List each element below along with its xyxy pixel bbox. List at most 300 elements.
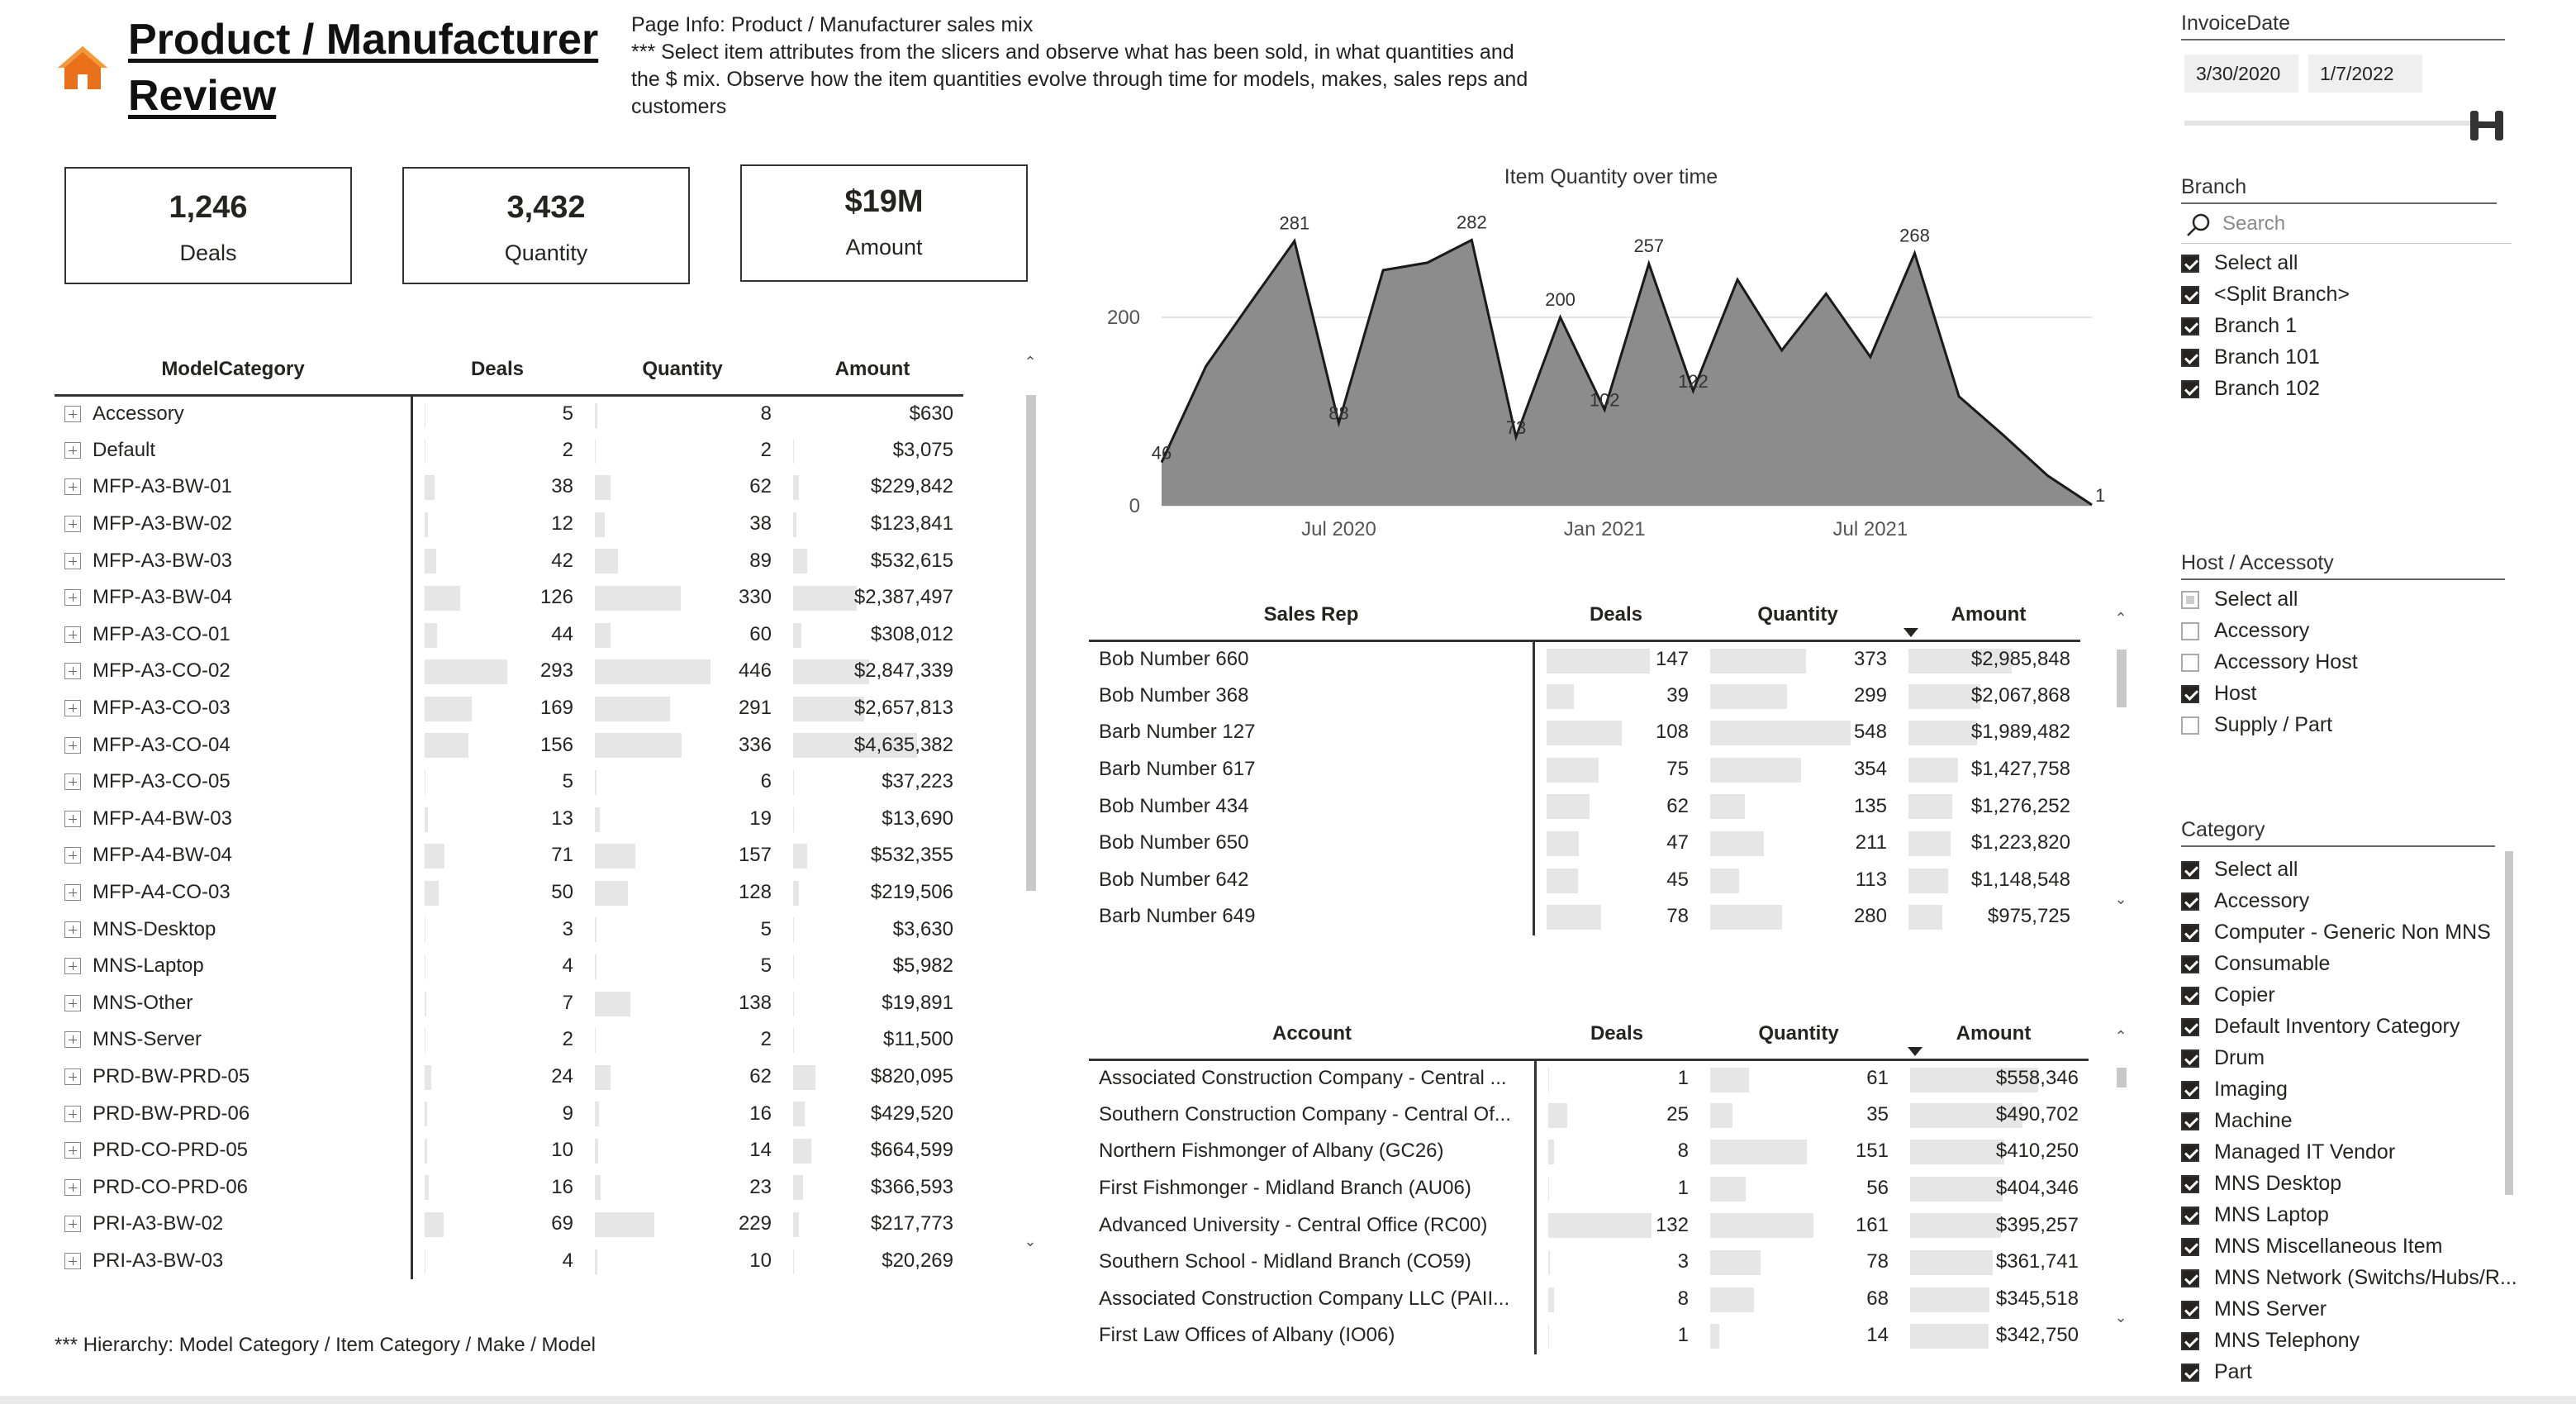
row-label-text: Associated Construction Company LLC (PAII... [1099, 1287, 1510, 1310]
cell-qty [583, 469, 782, 506]
row-label[interactable] [55, 1243, 411, 1280]
cell-value: $37,223 [882, 770, 953, 793]
scroll-thumb[interactable] [2117, 650, 2127, 707]
category-slicer-item[interactable] [2181, 1105, 2528, 1136]
cell-deals [411, 690, 583, 727]
host-slicer-item[interactable] [2181, 709, 2505, 740]
table-row[interactable] [1089, 1244, 2089, 1281]
table-row[interactable] [1089, 1133, 2089, 1170]
branch-slicer-item[interactable] [2181, 310, 2512, 341]
category-slicer-item[interactable] [2181, 1356, 2528, 1387]
row-label[interactable] [1089, 1133, 1535, 1170]
cell-value: 1 [1677, 1177, 1689, 1200]
data-bar [1547, 831, 1580, 856]
table-row[interactable] [1089, 1206, 2089, 1244]
checkbox[interactable] [2181, 716, 2199, 735]
scroll-thumb[interactable] [2117, 1068, 2127, 1088]
page-title: Product / Manufacturer Review [128, 16, 599, 120]
row-label[interactable] [55, 506, 411, 543]
checkbox[interactable] [2181, 1112, 2199, 1130]
cell-value: 16 [749, 1102, 772, 1125]
row-label-text: MFP-A3-BW-01 [93, 475, 232, 498]
category-slicer-item[interactable] [2181, 1073, 2528, 1105]
checkbox[interactable] [2181, 955, 2199, 973]
row-label[interactable] [55, 1095, 411, 1132]
table-row[interactable] [1089, 1317, 2089, 1354]
category-slicer-item[interactable] [2181, 1199, 2528, 1230]
data-bar [595, 1139, 598, 1164]
cell-value: 7 [562, 991, 573, 1014]
cell-value: $1,276,252 [1970, 794, 2070, 817]
data-bar [1548, 1213, 1652, 1238]
expand-icon[interactable] [64, 663, 81, 679]
row-label[interactable] [55, 726, 411, 764]
cell-value: 10 [749, 1249, 772, 1272]
table-row[interactable] [1089, 1281, 2089, 1318]
cell-amount [782, 469, 963, 506]
table-row[interactable] [55, 764, 963, 801]
column-header-sales-rep[interactable]: Sales Rep [1089, 591, 1533, 640]
table-row[interactable] [1089, 751, 2080, 788]
column-header-amount[interactable]: Amount [1897, 591, 2080, 640]
checkbox[interactable] [2181, 924, 2199, 942]
data-label: 122 [1678, 370, 1709, 392]
data-bar [595, 1249, 597, 1274]
cell-qty [1699, 1097, 1899, 1134]
table-row[interactable] [1089, 1170, 2089, 1207]
cell-value: $429,520 [870, 1102, 953, 1125]
category-slicer-item[interactable] [2181, 1230, 2528, 1262]
table-row[interactable] [55, 690, 963, 727]
checkbox[interactable] [2181, 1018, 2199, 1036]
expand-icon[interactable] [64, 1031, 81, 1048]
category-slicer-item[interactable] [2181, 854, 2528, 885]
row-label[interactable] [1089, 1244, 1535, 1281]
checkbox[interactable] [2181, 591, 2199, 609]
expand-icon[interactable] [64, 1106, 81, 1122]
cell-deals [411, 726, 583, 764]
table-row[interactable] [1089, 1059, 2089, 1097]
category-slicer-item[interactable] [2181, 885, 2528, 916]
data-bar [1908, 721, 1977, 745]
cell-value: 35 [1866, 1102, 1889, 1126]
checkbox[interactable] [2181, 1049, 2199, 1068]
checkbox[interactable] [2181, 892, 2199, 911]
cell-value: $13,690 [882, 807, 953, 830]
table-row[interactable] [1089, 788, 2080, 825]
row-label[interactable] [1089, 1206, 1535, 1244]
sales-rep-scrollbar[interactable] [2113, 610, 2128, 921]
data-bar [595, 549, 618, 573]
scroll-up-arrow-icon[interactable]: ⌃ [2114, 1028, 2127, 1045]
cell-deals [411, 579, 583, 616]
cell-value: $395,257 [1995, 1213, 2079, 1236]
host-slicer-item[interactable] [2181, 583, 2505, 615]
cell-value: $975,725 [1987, 905, 2070, 928]
table-row[interactable] [55, 506, 963, 543]
branch-slicer-item[interactable] [2181, 341, 2512, 373]
scroll-down-arrow-icon[interactable]: ⌄ [2114, 891, 2127, 907]
cell-deals [411, 1168, 583, 1206]
row-label[interactable] [55, 911, 411, 948]
category-slicer-item[interactable] [2181, 1136, 2528, 1168]
scroll-thumb[interactable] [1026, 395, 1036, 891]
row-label[interactable] [1089, 714, 1533, 751]
row-label[interactable] [55, 764, 411, 801]
column-header-amount[interactable]: Amount [1899, 1010, 2089, 1059]
cell-amount [782, 1059, 963, 1096]
checkbox[interactable] [2181, 1269, 2199, 1287]
host-slicer-item[interactable] [2181, 646, 2505, 678]
kpi-label: Deals [179, 240, 237, 265]
cell-deals [411, 395, 583, 432]
expand-icon[interactable] [64, 958, 81, 974]
column-header-amount[interactable]: Amount [782, 345, 963, 395]
row-label[interactable] [1089, 862, 1533, 899]
row-label-text: Bob Number 642 [1099, 868, 1249, 891]
table-row[interactable] [55, 395, 963, 432]
expand-icon[interactable] [64, 1253, 81, 1269]
data-bar [595, 1102, 599, 1126]
row-label-text: Southern Construction Company - Central Of... [1099, 1102, 1511, 1126]
category-slicer-item[interactable] [2181, 948, 2528, 979]
checkbox[interactable] [2181, 1144, 2199, 1162]
branch-slicer-item[interactable] [2181, 373, 2512, 404]
kpi-label: Amount [845, 235, 923, 259]
row-label[interactable] [55, 1206, 411, 1243]
host-accessory-slicer [2181, 551, 2505, 740]
data-bar [1908, 831, 1951, 856]
cell-amount [1897, 825, 2080, 862]
cell-value: 75 [1666, 758, 1689, 781]
checkbox[interactable] [2181, 1206, 2199, 1225]
row-label[interactable] [55, 801, 411, 838]
branch-slicer-item[interactable] [2181, 278, 2512, 310]
row-label-text: Southern School - Midland Branch (CO59) [1099, 1250, 1471, 1273]
cell-value: $229,842 [870, 475, 953, 498]
row-label[interactable] [55, 1021, 411, 1059]
start-date-input[interactable]: 3/30/2020 [2184, 55, 2298, 93]
cell-qty [583, 690, 782, 727]
expand-icon[interactable] [64, 1142, 81, 1159]
column-header-account[interactable]: Account [1089, 1010, 1535, 1059]
cell-value: 9 [562, 1102, 573, 1125]
checkbox[interactable] [2181, 1081, 2199, 1099]
expand-icon[interactable] [64, 773, 81, 790]
cell-amount [1897, 678, 2080, 715]
table-row[interactable] [1089, 1097, 2089, 1134]
checkbox[interactable] [2181, 1332, 2199, 1350]
cell-value: 68 [1866, 1287, 1889, 1310]
expand-icon[interactable] [64, 478, 81, 495]
checkbox[interactable] [2181, 380, 2199, 398]
checkbox[interactable] [2181, 317, 2199, 336]
category-slicer-item[interactable] [2181, 1293, 2528, 1325]
slicer-item-label: MNS Network (Switchs/Hubs/R... [2214, 1266, 2517, 1289]
date-range-track[interactable] [2184, 121, 2483, 126]
cell-amount [782, 616, 963, 654]
range-slider-handles-icon[interactable] [2467, 109, 2510, 142]
scroll-down-arrow-icon[interactable]: ⌄ [2114, 1309, 2127, 1325]
cell-amount [782, 1095, 963, 1132]
cell-value: 16 [551, 1175, 573, 1198]
column-header-quantity[interactable]: Quantity [1699, 591, 1897, 640]
row-label-text: PRD-CO-PRD-06 [93, 1175, 249, 1198]
cell-amount [1899, 1059, 2089, 1097]
row-label-text: Bob Number 660 [1099, 648, 1249, 671]
row-label[interactable] [1089, 640, 1533, 678]
data-bar [1547, 758, 1599, 783]
expand-icon[interactable] [64, 516, 81, 532]
table-row[interactable] [1089, 678, 2080, 715]
expand-icon[interactable] [64, 811, 81, 827]
cell-value: $532,615 [870, 549, 953, 572]
row-label[interactable] [55, 579, 411, 616]
table-row[interactable] [55, 432, 963, 469]
checkbox[interactable] [2181, 622, 2199, 640]
cell-amount [1899, 1133, 2089, 1170]
table-row[interactable] [55, 1243, 963, 1280]
data-bar [793, 549, 807, 573]
table-row[interactable] [55, 653, 963, 690]
column-header-deals[interactable]: Deals [1533, 591, 1699, 640]
data-bar [1908, 905, 1942, 930]
table-row[interactable] [55, 837, 963, 874]
row-label-text: MFP-A4-CO-03 [93, 881, 231, 904]
row-label-text: PRD-BW-PRD-05 [93, 1064, 250, 1088]
cell-qty [583, 1243, 782, 1280]
table-row[interactable] [55, 542, 963, 579]
cell-value: 229 [738, 1212, 772, 1235]
data-bar [1710, 869, 1739, 893]
checkbox[interactable] [2181, 987, 2199, 1005]
expand-icon[interactable] [64, 1216, 81, 1232]
data-bar [1710, 1068, 1749, 1092]
row-label[interactable] [1089, 1059, 1535, 1097]
row-label[interactable] [1089, 1170, 1535, 1207]
item-quantity-chart[interactable] [1074, 198, 2148, 545]
cell-value: 354 [1853, 758, 1887, 781]
data-bar [595, 733, 682, 758]
category-slicer-item[interactable] [2181, 979, 2528, 1011]
cell-deals [1535, 1133, 1699, 1170]
slicer-item-label: Default Inventory Category [2214, 1015, 2460, 1038]
table-row[interactable] [55, 1168, 963, 1206]
checkbox[interactable] [2181, 861, 2199, 879]
scroll-up-arrow-icon[interactable]: ⌃ [1024, 354, 1037, 370]
expand-icon[interactable] [64, 442, 81, 459]
table-row[interactable] [55, 1132, 963, 1169]
category-scroll-thumb[interactable] [2505, 851, 2513, 1195]
data-bar [793, 1249, 794, 1274]
category-slicer-item[interactable] [2181, 1325, 2528, 1356]
model-table-scrollbar[interactable] [1023, 354, 1038, 1263]
slicer-item-label: Drum [2214, 1046, 2265, 1069]
branch-search-box[interactable] [2181, 204, 2512, 244]
data-bar [1910, 1213, 2001, 1238]
column-header-modelcategory[interactable]: ModelCategory [55, 345, 411, 395]
data-bar [595, 512, 605, 537]
expand-icon[interactable] [64, 1068, 81, 1085]
row-label-text: Bob Number 650 [1099, 831, 1249, 854]
expand-icon[interactable] [64, 884, 81, 901]
data-bar [425, 844, 444, 869]
table-row[interactable] [1089, 825, 2080, 862]
column-header-deals[interactable]: Deals [1535, 1010, 1699, 1059]
row-label[interactable] [55, 432, 411, 469]
row-label[interactable] [55, 690, 411, 727]
checkbox[interactable] [2181, 1175, 2199, 1193]
data-bar [1710, 1103, 1732, 1128]
cell-qty [583, 395, 782, 432]
scroll-up-arrow-icon[interactable]: ⌃ [2114, 610, 2127, 626]
column-header-quantity[interactable]: Quantity [1699, 1010, 1899, 1059]
table-row[interactable] [55, 616, 963, 654]
cell-deals [1533, 640, 1699, 678]
row-label[interactable] [55, 469, 411, 506]
row-label[interactable] [1089, 1317, 1535, 1354]
data-bar [1548, 1140, 1555, 1164]
cell-amount [782, 653, 963, 690]
cell-value: $20,269 [882, 1249, 953, 1272]
data-bar [793, 512, 796, 537]
slicer-item-label: Supply / Part [2214, 713, 2333, 736]
branch-slicer [2181, 175, 2512, 404]
row-label[interactable] [55, 542, 411, 579]
cell-deals [411, 1095, 583, 1132]
table-row[interactable] [55, 469, 963, 506]
table-row[interactable] [1089, 862, 2080, 899]
cell-value: 3 [1677, 1250, 1689, 1273]
expand-icon[interactable] [64, 626, 81, 643]
table-row[interactable] [55, 1021, 963, 1059]
branch-slicer-item[interactable] [2181, 247, 2512, 278]
data-label: 200 [1545, 289, 1576, 310]
row-label[interactable] [55, 985, 411, 1022]
table-row[interactable] [1089, 898, 2080, 935]
table-row[interactable] [55, 985, 963, 1022]
cell-value: 1 [1677, 1324, 1689, 1347]
account-scrollbar[interactable] [2113, 1028, 2128, 1339]
row-label[interactable] [55, 1059, 411, 1096]
table-row[interactable] [55, 1206, 963, 1243]
row-label[interactable] [1089, 1097, 1535, 1134]
home-icon[interactable] [56, 43, 109, 91]
cell-value: 44 [551, 622, 573, 645]
end-date-input[interactable]: 1/7/2022 [2308, 55, 2422, 93]
checkbox[interactable] [2181, 255, 2199, 273]
table-row[interactable] [55, 1059, 963, 1096]
row-label[interactable] [55, 837, 411, 874]
data-bar [595, 1065, 611, 1090]
expand-icon[interactable] [64, 995, 81, 1011]
row-label-text: MFP-A3-CO-03 [93, 697, 231, 720]
row-label-text: MFP-A4-BW-04 [93, 844, 232, 867]
row-label[interactable] [55, 1168, 411, 1206]
row-label[interactable] [55, 653, 411, 690]
row-label[interactable] [55, 874, 411, 911]
row-label[interactable] [1089, 788, 1533, 825]
row-label[interactable] [1089, 825, 1533, 862]
checkbox[interactable] [2181, 654, 2199, 672]
table-row[interactable] [55, 726, 963, 764]
y-tick-label: 0 [1129, 495, 1140, 517]
row-label[interactable] [1089, 898, 1533, 935]
row-label[interactable] [55, 395, 411, 432]
table-row[interactable] [55, 801, 963, 838]
expand-icon[interactable] [64, 589, 81, 606]
table-row[interactable] [55, 874, 963, 911]
checkbox[interactable] [2181, 1238, 2199, 1256]
checkbox[interactable] [2181, 286, 2199, 304]
row-label[interactable] [55, 616, 411, 654]
row-label[interactable] [1089, 678, 1533, 715]
expand-icon[interactable] [64, 1179, 81, 1196]
checkbox[interactable] [2181, 685, 2199, 703]
column-header-quantity[interactable]: Quantity [583, 345, 782, 395]
cell-value: 12 [551, 512, 573, 535]
category-slicer-item[interactable] [2181, 916, 2528, 948]
table-row[interactable] [55, 948, 963, 985]
expand-icon[interactable] [64, 847, 81, 864]
cell-value: 3 [562, 917, 573, 940]
checkbox[interactable] [2181, 1301, 2199, 1319]
row-label-text: MFP-A3-CO-04 [93, 733, 231, 756]
row-label[interactable] [55, 948, 411, 985]
row-label-text: MFP-A3-BW-02 [93, 512, 232, 535]
data-label: 1 [2095, 484, 2106, 506]
category-slicer-item[interactable] [2181, 1011, 2528, 1042]
row-label[interactable] [1089, 751, 1533, 788]
cell-value: 50 [551, 881, 573, 904]
expand-icon[interactable] [64, 406, 81, 422]
expand-icon[interactable] [64, 737, 81, 754]
table-row[interactable] [55, 579, 963, 616]
kpi-value: 3,432 [506, 190, 586, 225]
expand-icon[interactable] [64, 700, 81, 716]
host-slicer-item[interactable] [2181, 678, 2505, 709]
kpi-card-amount [740, 164, 1028, 282]
column-header-deals[interactable]: Deals [411, 345, 583, 395]
table-row[interactable] [55, 911, 963, 948]
row-label[interactable] [1089, 1281, 1535, 1318]
cell-value: 548 [1853, 721, 1887, 744]
category-slicer-item[interactable] [2181, 1042, 2528, 1073]
host-slicer-item[interactable] [2181, 615, 2505, 646]
table-row[interactable] [1089, 640, 2080, 678]
sort-descending-icon[interactable] [1902, 626, 1920, 639]
checkbox[interactable] [2181, 349, 2199, 367]
cell-qty [583, 432, 782, 469]
data-bar [595, 807, 600, 832]
data-bar [425, 1102, 427, 1126]
scroll-down-arrow-icon[interactable]: ⌄ [1024, 1233, 1037, 1249]
category-slicer-item[interactable] [2181, 1262, 2528, 1293]
cell-value: 291 [738, 697, 772, 720]
expand-icon[interactable] [64, 553, 81, 569]
table-row[interactable] [1089, 714, 2080, 751]
row-label[interactable] [55, 1132, 411, 1169]
cell-value: 78 [1866, 1250, 1889, 1273]
category-slicer-item[interactable] [2181, 1168, 2528, 1199]
cell-deals [411, 1206, 583, 1243]
sort-descending-icon[interactable] [1906, 1045, 1924, 1058]
cell-value: 89 [749, 549, 772, 572]
table-row[interactable] [55, 1095, 963, 1132]
checkbox[interactable] [2181, 1364, 2199, 1382]
expand-icon[interactable] [64, 921, 81, 938]
kpi-value: 1,246 [169, 190, 248, 225]
